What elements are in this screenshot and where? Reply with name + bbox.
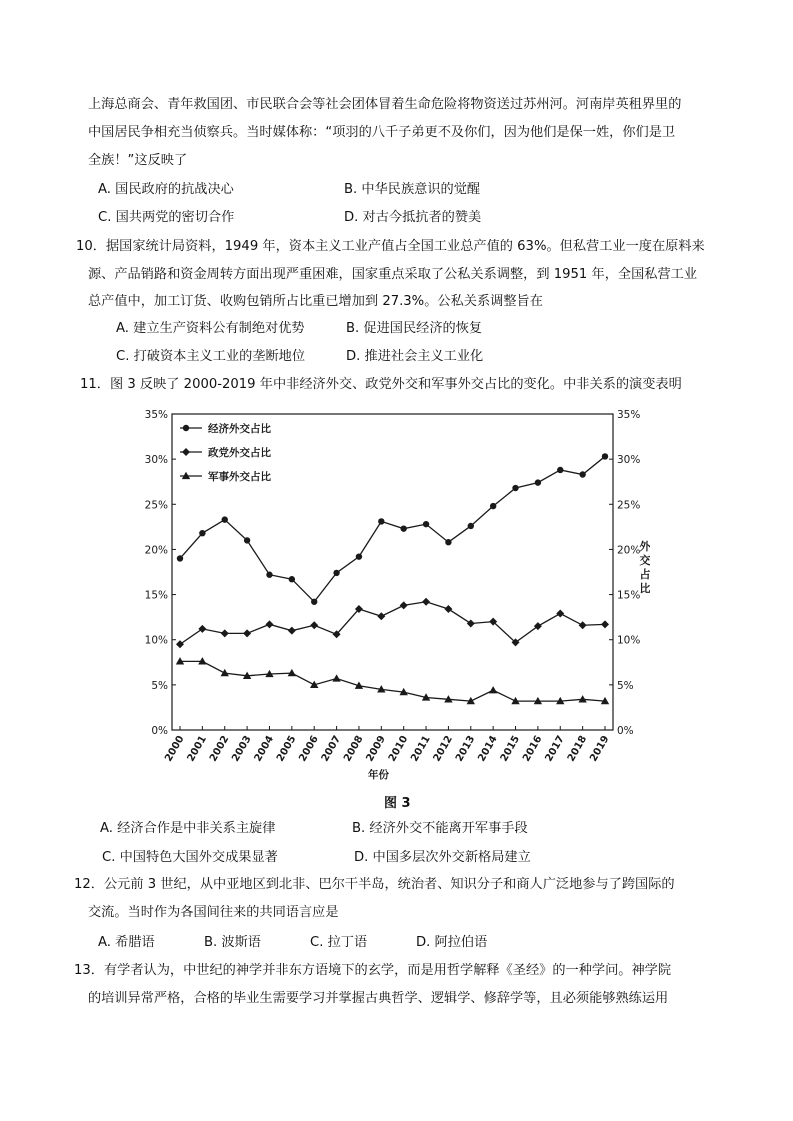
- data-point-circle: [423, 521, 429, 527]
- y-tick-label-right: 20%: [617, 544, 641, 557]
- q10-option-b[interactable]: B. 促进国民经济的恢复: [346, 321, 483, 336]
- x-tick-label: 2012: [431, 734, 456, 764]
- plot-frame: [172, 414, 613, 730]
- data-point-circle: [183, 425, 189, 431]
- series-3: [176, 657, 609, 704]
- data-point-diamond: [176, 640, 184, 648]
- q12-option-a[interactable]: A. 希腊语: [98, 935, 155, 950]
- data-point-diamond: [377, 612, 385, 620]
- x-tick-label: 2004: [252, 734, 277, 764]
- y-tick-label-right: 10%: [617, 634, 641, 647]
- x-tick-label: 2006: [297, 734, 321, 764]
- figure-caption: 图 3: [384, 796, 411, 811]
- q12-option-d[interactable]: D. 阿拉伯语: [416, 935, 488, 950]
- x-tick-label: 2001: [185, 734, 209, 764]
- series-2: [176, 598, 609, 648]
- legend-item-2: [180, 446, 271, 459]
- data-point-diamond: [556, 610, 564, 618]
- data-point-diamond: [182, 448, 190, 456]
- y-tick-label-left: 30%: [144, 454, 168, 467]
- y-axis-label-right-char: 比: [639, 582, 650, 595]
- data-point-triangle: [489, 686, 497, 693]
- q11-option-b[interactable]: B. 经济外交不能离开军事手段: [352, 821, 528, 836]
- y-tick-label-right: 15%: [617, 589, 641, 602]
- q10-option-a[interactable]: A. 建立生产资料公有制绝对优势: [116, 321, 305, 336]
- y-tick-label-left: 10%: [144, 634, 168, 647]
- x-tick-label: 2014: [476, 734, 500, 764]
- y-tick-label-right: 30%: [617, 454, 641, 467]
- q11-option-c[interactable]: C. 中国特色大国外交成果显著: [102, 850, 278, 865]
- x-tick-label: 2002: [207, 734, 232, 764]
- data-point-circle: [512, 485, 518, 491]
- x-tick-label: 2009: [364, 734, 388, 764]
- q9-line-1: 上海总商会、青年救国团、市民联合会等社会团体冒着生命危险将物资送过苏州河。河南岸英租界里的: [88, 97, 682, 112]
- y-tick-label-left: 15%: [144, 589, 168, 602]
- data-point-circle: [468, 523, 474, 529]
- x-tick-label: 2003: [230, 734, 254, 764]
- data-point-circle: [557, 467, 563, 473]
- data-point-circle: [445, 539, 451, 545]
- data-point-circle: [333, 570, 339, 576]
- y-tick-label-right: 25%: [617, 499, 641, 512]
- q9-option-c[interactable]: C. 国共两党的密切合作: [98, 210, 235, 225]
- q12-line-1: 12．公元前 3 世纪，从中亚地区到北非、巴尔干半岛，统治者、知识分子和商人广泛地参与了跨国际的: [74, 877, 675, 892]
- data-point-diamond: [601, 620, 609, 628]
- data-point-circle: [266, 572, 272, 578]
- data-point-circle: [289, 576, 295, 582]
- q10-line-1: 10．据国家统计局资料，1949 年，资本主义工业产值占全国工业总产值的 63%。但私营工业一度在原料来: [76, 239, 705, 254]
- data-point-diamond: [265, 620, 273, 628]
- data-point-diamond: [221, 629, 229, 637]
- q9-option-d[interactable]: D. 对古今抵抗者的赞美: [344, 210, 482, 225]
- data-point-circle: [177, 555, 183, 561]
- y-tick-label-left: 25%: [144, 499, 168, 512]
- q12-line-2: 交流。当时作为各国间往来的共同语言应是: [88, 905, 339, 920]
- legend-label: 经济外交占比: [208, 423, 271, 435]
- q11-option-d[interactable]: D. 中国多层次外交新格局建立: [354, 850, 531, 865]
- q13-line-1: 13．有学者认为，中世纪的神学并非东方语境下的玄学，而是用哲学解释《圣经》的一种学问。神学院: [74, 963, 672, 978]
- legend-label: 军事外交占比: [208, 471, 271, 483]
- data-point-circle: [356, 553, 362, 559]
- q11-option-a[interactable]: A. 经济合作是中非关系主旋律: [100, 821, 276, 836]
- q13-line-2: 的培训异常严格，合格的毕业生需要学习并掌握古典哲学、逻辑学、修辞学等，且必须能够熟练运用: [88, 991, 669, 1006]
- x-tick-label: 2018: [565, 734, 590, 764]
- q10-line-3: 总产值中，加工订货、收购包销所占比重已增加到 27.3%。公私关系调整旨在: [88, 294, 543, 309]
- y-tick-label-left: 5%: [151, 679, 168, 692]
- data-point-diamond: [579, 621, 587, 629]
- x-tick-label: 2016: [521, 734, 545, 764]
- q10-option-d[interactable]: D. 推进社会主义工业化: [346, 349, 484, 364]
- legend-item-1: [180, 422, 271, 435]
- x-tick-label: 2017: [543, 734, 567, 764]
- q12-option-c[interactable]: C. 拉丁语: [310, 935, 368, 950]
- data-point-circle: [602, 453, 608, 459]
- q10-line-2: 源、产品销路和资金周转方面出现严重困难，国家重点采取了公私关系调整，到 1951 年，全国私营工业: [88, 267, 698, 282]
- q9-option-a[interactable]: A. 国民政府的抗战决心: [98, 182, 234, 197]
- data-point-triangle: [221, 669, 229, 676]
- data-point-circle: [222, 516, 228, 522]
- x-tick-label: 2008: [342, 734, 366, 764]
- x-tick-label: 2005: [274, 734, 299, 764]
- y-tick-label-right: 5%: [617, 679, 634, 692]
- x-tick-label: 2000: [163, 734, 187, 764]
- data-point-circle: [244, 537, 250, 543]
- q12-option-b[interactable]: B. 波斯语: [204, 935, 261, 950]
- y-tick-label-left: 35%: [144, 409, 168, 421]
- legend-item-3: [180, 470, 271, 483]
- y-tick-label-left: 20%: [144, 544, 168, 557]
- data-point-triangle: [578, 695, 586, 702]
- data-point-triangle: [332, 674, 340, 681]
- q9-line-3: 全族！”这反映了: [88, 153, 188, 168]
- data-point-diamond: [288, 627, 296, 635]
- data-point-circle: [579, 471, 585, 477]
- q10-option-c[interactable]: C. 打破资本主义工业的垄断地位: [116, 349, 306, 364]
- x-tick-label: 2013: [453, 734, 478, 764]
- data-point-diamond: [444, 605, 452, 613]
- series-line: [180, 602, 605, 644]
- data-point-diamond: [243, 629, 251, 637]
- data-point-circle: [535, 479, 541, 485]
- data-point-circle: [199, 530, 205, 536]
- x-axis-label: 年份: [368, 769, 389, 781]
- y-tick-label-right: 0%: [617, 725, 634, 737]
- y-axis-label-right-char: 外: [639, 540, 650, 553]
- x-tick-label: 2011: [409, 734, 433, 764]
- diplomacy-share-chart: [140, 403, 650, 793]
- series-line: [180, 661, 605, 701]
- data-point-circle: [490, 503, 496, 509]
- q9-option-b[interactable]: B. 中华民族意识的觉醒: [344, 182, 481, 197]
- y-axis-label-right-char: 占: [639, 568, 650, 581]
- q11-stem: 11．图 3 反映了 2000-2019 年中非经济外交、政党外交和军事外交占比的变化。中非关系的演变表明: [80, 377, 682, 392]
- y-tick-label-left: 0%: [151, 725, 168, 737]
- y-axis-label-right-char: 交: [639, 554, 650, 567]
- data-point-circle: [378, 518, 384, 524]
- data-point-circle: [400, 525, 406, 531]
- data-point-diamond: [467, 619, 475, 627]
- data-point-circle: [311, 599, 317, 605]
- legend-label: 政党外交占比: [208, 447, 271, 459]
- y-tick-label-right: 35%: [617, 409, 641, 421]
- x-tick-label: 2010: [386, 734, 411, 764]
- x-tick-label: 2019: [588, 734, 612, 764]
- data-point-diamond: [198, 625, 206, 633]
- data-point-diamond: [400, 601, 408, 609]
- x-tick-label: 2015: [498, 734, 523, 764]
- x-tick-label: 2007: [319, 734, 344, 764]
- data-point-diamond: [422, 598, 430, 606]
- q9-line-2: 中国居民争相充当侦察兵。当时媒体称：“项羽的八千子弟更不及你们，因为他们是保一姓，你们是卫: [88, 125, 676, 140]
- data-point-diamond: [310, 621, 318, 629]
